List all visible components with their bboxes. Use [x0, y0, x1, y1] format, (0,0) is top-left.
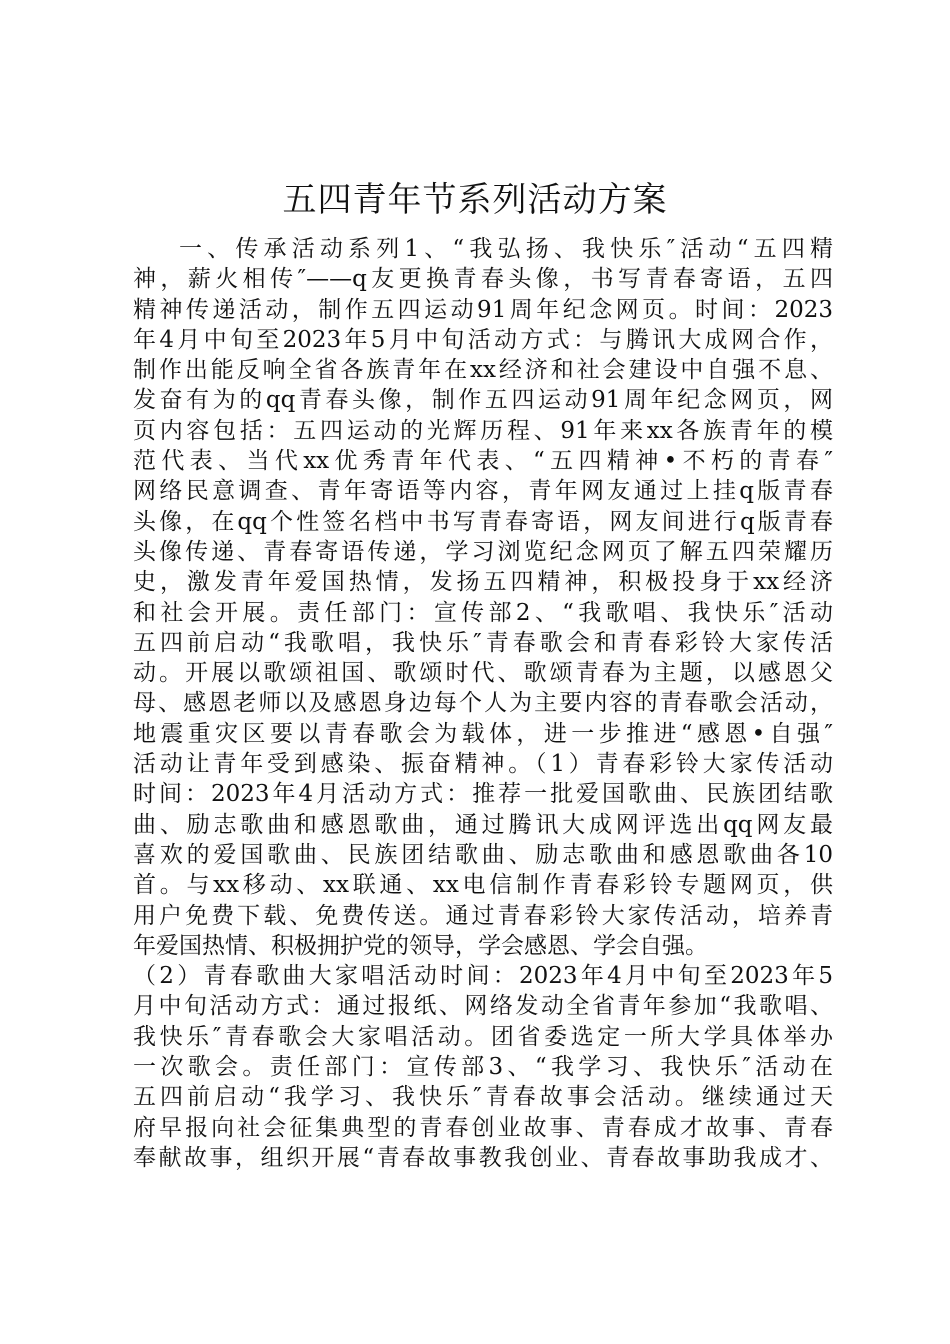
- body-line: 五四前启动“我学习、我快乐″青春故事会活动。继续通过天: [133, 1084, 833, 1111]
- body-line: （2）青春歌曲大家唱活动时间：2023年4月中旬至2023年5: [133, 963, 833, 990]
- body-line: 地震重灾区要以青春歌会为载体，进一步推进“感恩•自强″: [133, 720, 833, 747]
- body-line: 一、传承活动系列1、“我弘扬、我快乐″活动“五四精: [179, 236, 833, 262]
- body-line: 奉献故事，组织开展“青春故事教我创业、青春故事助我成才、: [133, 1144, 833, 1171]
- body-line: 用户免费下载、免费传送。通过青春彩铃大家传活动，培养青: [133, 902, 833, 929]
- body-line: 我快乐″青春歌会大家唱活动。团省委选定一所大学具体举办: [133, 1023, 833, 1050]
- body-line: 五四前启动“我歌唱，我快乐″青春歌会和青春彩铃大家传活: [133, 629, 833, 656]
- body-line: 发奋有为的qq青春头像，制作五四运动91周年纪念网页，网: [133, 387, 833, 414]
- body-line: 神，薪火相传″——q友更换青春头像，书写青春寄语，五四: [133, 266, 833, 293]
- body-line: 网络民意调查、青年寄语等内容，青年网友通过上挂q版青春: [133, 478, 833, 505]
- body-line: 制作出能反响全省各族青年在xx经济和社会建设中自强不息、: [133, 357, 833, 384]
- body-line: 头像，在qq个性签名档中书写青春寄语，网友间进行q版青春: [133, 508, 833, 535]
- body-line: 喜欢的爱国歌曲、民族团结歌曲、励志歌曲和感恩歌曲各10: [133, 841, 833, 868]
- body-line: 史，激发青年爱国热情，发扬五四精神，积极投身于xx经济: [133, 569, 833, 596]
- body-line: 动。开展以歌颂祖国、歌颂时代、歌颂青春为主题，以感恩父: [133, 660, 833, 687]
- body-line: 母、感恩老师以及感恩身边每个人为主要内容的青春歌会活动，: [133, 690, 833, 717]
- body-line: 年爱国热情、积极拥护党的领导，学会感恩、学会自强。: [133, 932, 708, 959]
- body-line: 府早报向社会征集典型的青春创业故事、青春成才故事、青春: [133, 1114, 833, 1141]
- body-line: 精神传递活动，制作五四运动91周年纪念网页。时间：2023: [133, 296, 833, 323]
- body-line: 月中旬活动方式：通过报纸、网络发动全省青年参加“我歌唱、: [133, 993, 833, 1020]
- body-line: 页内容包括：五四运动的光辉历程、91年来xx各族青年的模: [133, 417, 833, 444]
- body-line: 曲、励志歌曲和感恩歌曲，通过腾讯大成网评选出qq网友最: [133, 811, 833, 838]
- body-line: 时间：2023年4月活动方式：推荐一批爱国歌曲、民族团结歌: [133, 781, 833, 808]
- body-line: 首。与xx移动、xx联通、xx电信制作青春彩铃专题网页，供: [133, 872, 833, 899]
- body-line: 年4月中旬至2023年5月中旬活动方式：与腾讯大成网合作，: [133, 326, 833, 353]
- body-line: 头像传递、青春寄语传递，学习浏览纪念网页了解五四荣耀历: [133, 538, 833, 565]
- body-line: 和社会开展。责任部门：宣传部2、“我歌唱、我快乐″活动: [133, 599, 833, 626]
- body-line: 范代表、当代xx优秀青年代表、“五四精神•不朽的青春″: [133, 448, 833, 475]
- body-line: 活动让青年受到感染、振奋精神。（1）青春彩铃大家传活动: [133, 751, 833, 778]
- body-line: 一次歌会。责任部门：宣传部3、“我学习、我快乐″活动在: [133, 1054, 833, 1081]
- document-body: [133, 234, 833, 1173]
- document-title: 五四青年节系列活动方案: [282, 180, 668, 220]
